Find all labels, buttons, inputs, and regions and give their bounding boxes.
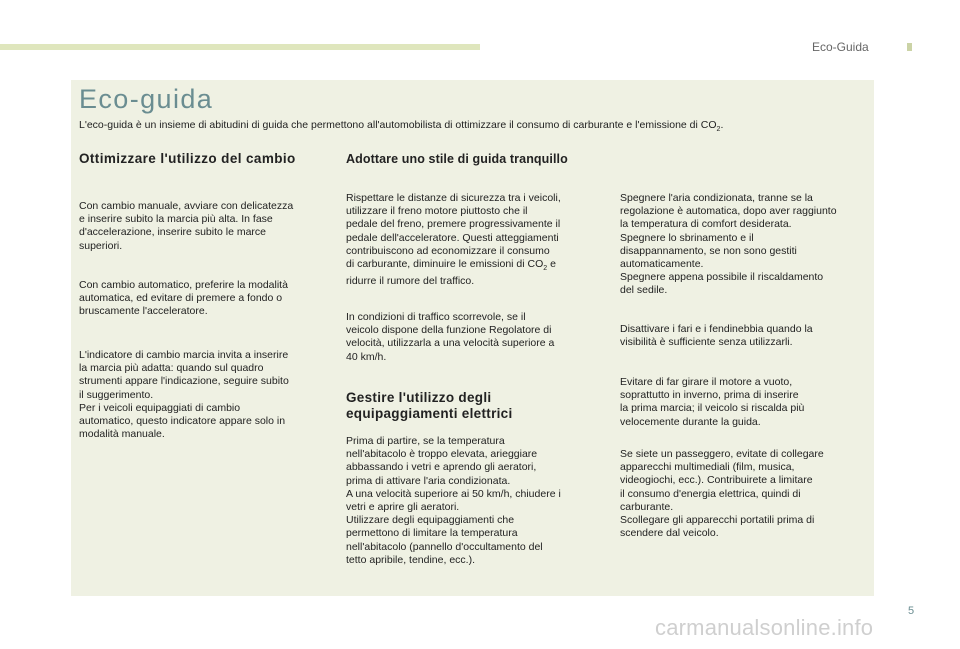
right-paragraph-lights: Disattivare i fari e i fendinebbia quando la visibilità è sufficiente senza utilizzarli. [620, 323, 813, 349]
page-number: 5 [908, 605, 915, 617]
electrical-heading: Gestire l'utilizzo degli equipaggiamenti elettrici [346, 390, 513, 421]
gearbox-paragraph-manual: Con cambio manuale, avviare con delicatezza e inserire subito la marcia più alta. In fase d'accelerazione, inserire subito le marce superiori. [79, 200, 294, 252]
intro-text: L'eco-guida è un insieme di abitudini di guida che permettono all'automobilista di ottimizzare il consumo di carburante e l'emissione di $CO_2$. [79, 119, 724, 134]
gearbox-heading: Ottimizzare l'utilizzo del cambio [79, 151, 296, 166]
right-paragraph-air-conditioning: Spegnere l'aria condizionata, tranne se la regolazione è automatica, dopo aver raggiunto la temperatura di comfort desiderata. Spegnere lo sbrinamento e il disappannamento, se non sono gestiti automaticamente. Spegnere appena possibile il riscaldamento del sedile. [620, 192, 837, 297]
right-paragraph-passenger: Se siete un passeggero, evitate di collegare apparecchi multimediali (film, musica, videogiochi, ecc.). Contribuirete a limitare il consumo d'energia elettrica, quindi di carburante. Scollegare gli apparecchi portatili prima di scendere dal veicolo. [620, 448, 824, 540]
gearbox-paragraph-automatic: Con cambio automatico, preferire la modalità automatica, ed evitare di premere a fondo o bruscamente l'acceleratore. [79, 279, 288, 318]
calm-driving-heading: Adottare uno stile di guida tranquillo [346, 152, 568, 166]
header-accent-bar [0, 44, 480, 50]
calm-driving-paragraph-2: In condizioni di traffico scorrevole, se il veicolo dispone della funzione Regolatore di velocità, utilizzarla a una velocità superiore a 40 km/h. [346, 311, 555, 363]
watermark: carmanualsonline.info [655, 615, 874, 640]
page-title: Eco-guida [79, 84, 214, 114]
gearbox-paragraph-indicator: L'indicatore di cambio marcia invita a inserire la marcia più adatta: quando sul quadro strumenti appare l'indicazione, seguire subito il suggerimento. Per i veicoli equipaggiati di cambio automatico, questo indicatore appare solo in modalità manuale. [79, 349, 289, 441]
calm-driving-paragraph-1: Rispettare le distanze di sicurezza tra i veicoli, utilizzare il freno motore piuttosto che il pedale del freno, premere progressivamente il pedale dell'acceleratore. Questi atteggiamenti contribuiscono ad economizzare il consumo di carburante, diminuire le emissioni di $CO_2$ e ridurre il rumore del traffico. [346, 192, 561, 288]
electrical-paragraph: Prima di partire, se la temperatura nell'abitacolo è troppo elevata, arieggiare abbassando i vetri e aprendo gli aeratori, prima di attivare l'aria condizionata. A una velocità superiore ai 50 km/h, chiudere i vetri e aprire gli aeratori. Utilizzare degli equipaggiamenti che permettono di limitare la temperatura nell'abitacolo (pannello d'occultamento del tetto apribile, tendine, ecc.). [346, 435, 561, 566]
section-label: Eco-Guida [812, 40, 869, 54]
right-paragraph-idle: Evitare di far girare il motore a vuoto, soprattutto in inverno, prima di inserire la prima marcia; il veicolo si riscalda più velocemente durante la guida. [620, 376, 805, 428]
header-square-marker [907, 43, 912, 51]
